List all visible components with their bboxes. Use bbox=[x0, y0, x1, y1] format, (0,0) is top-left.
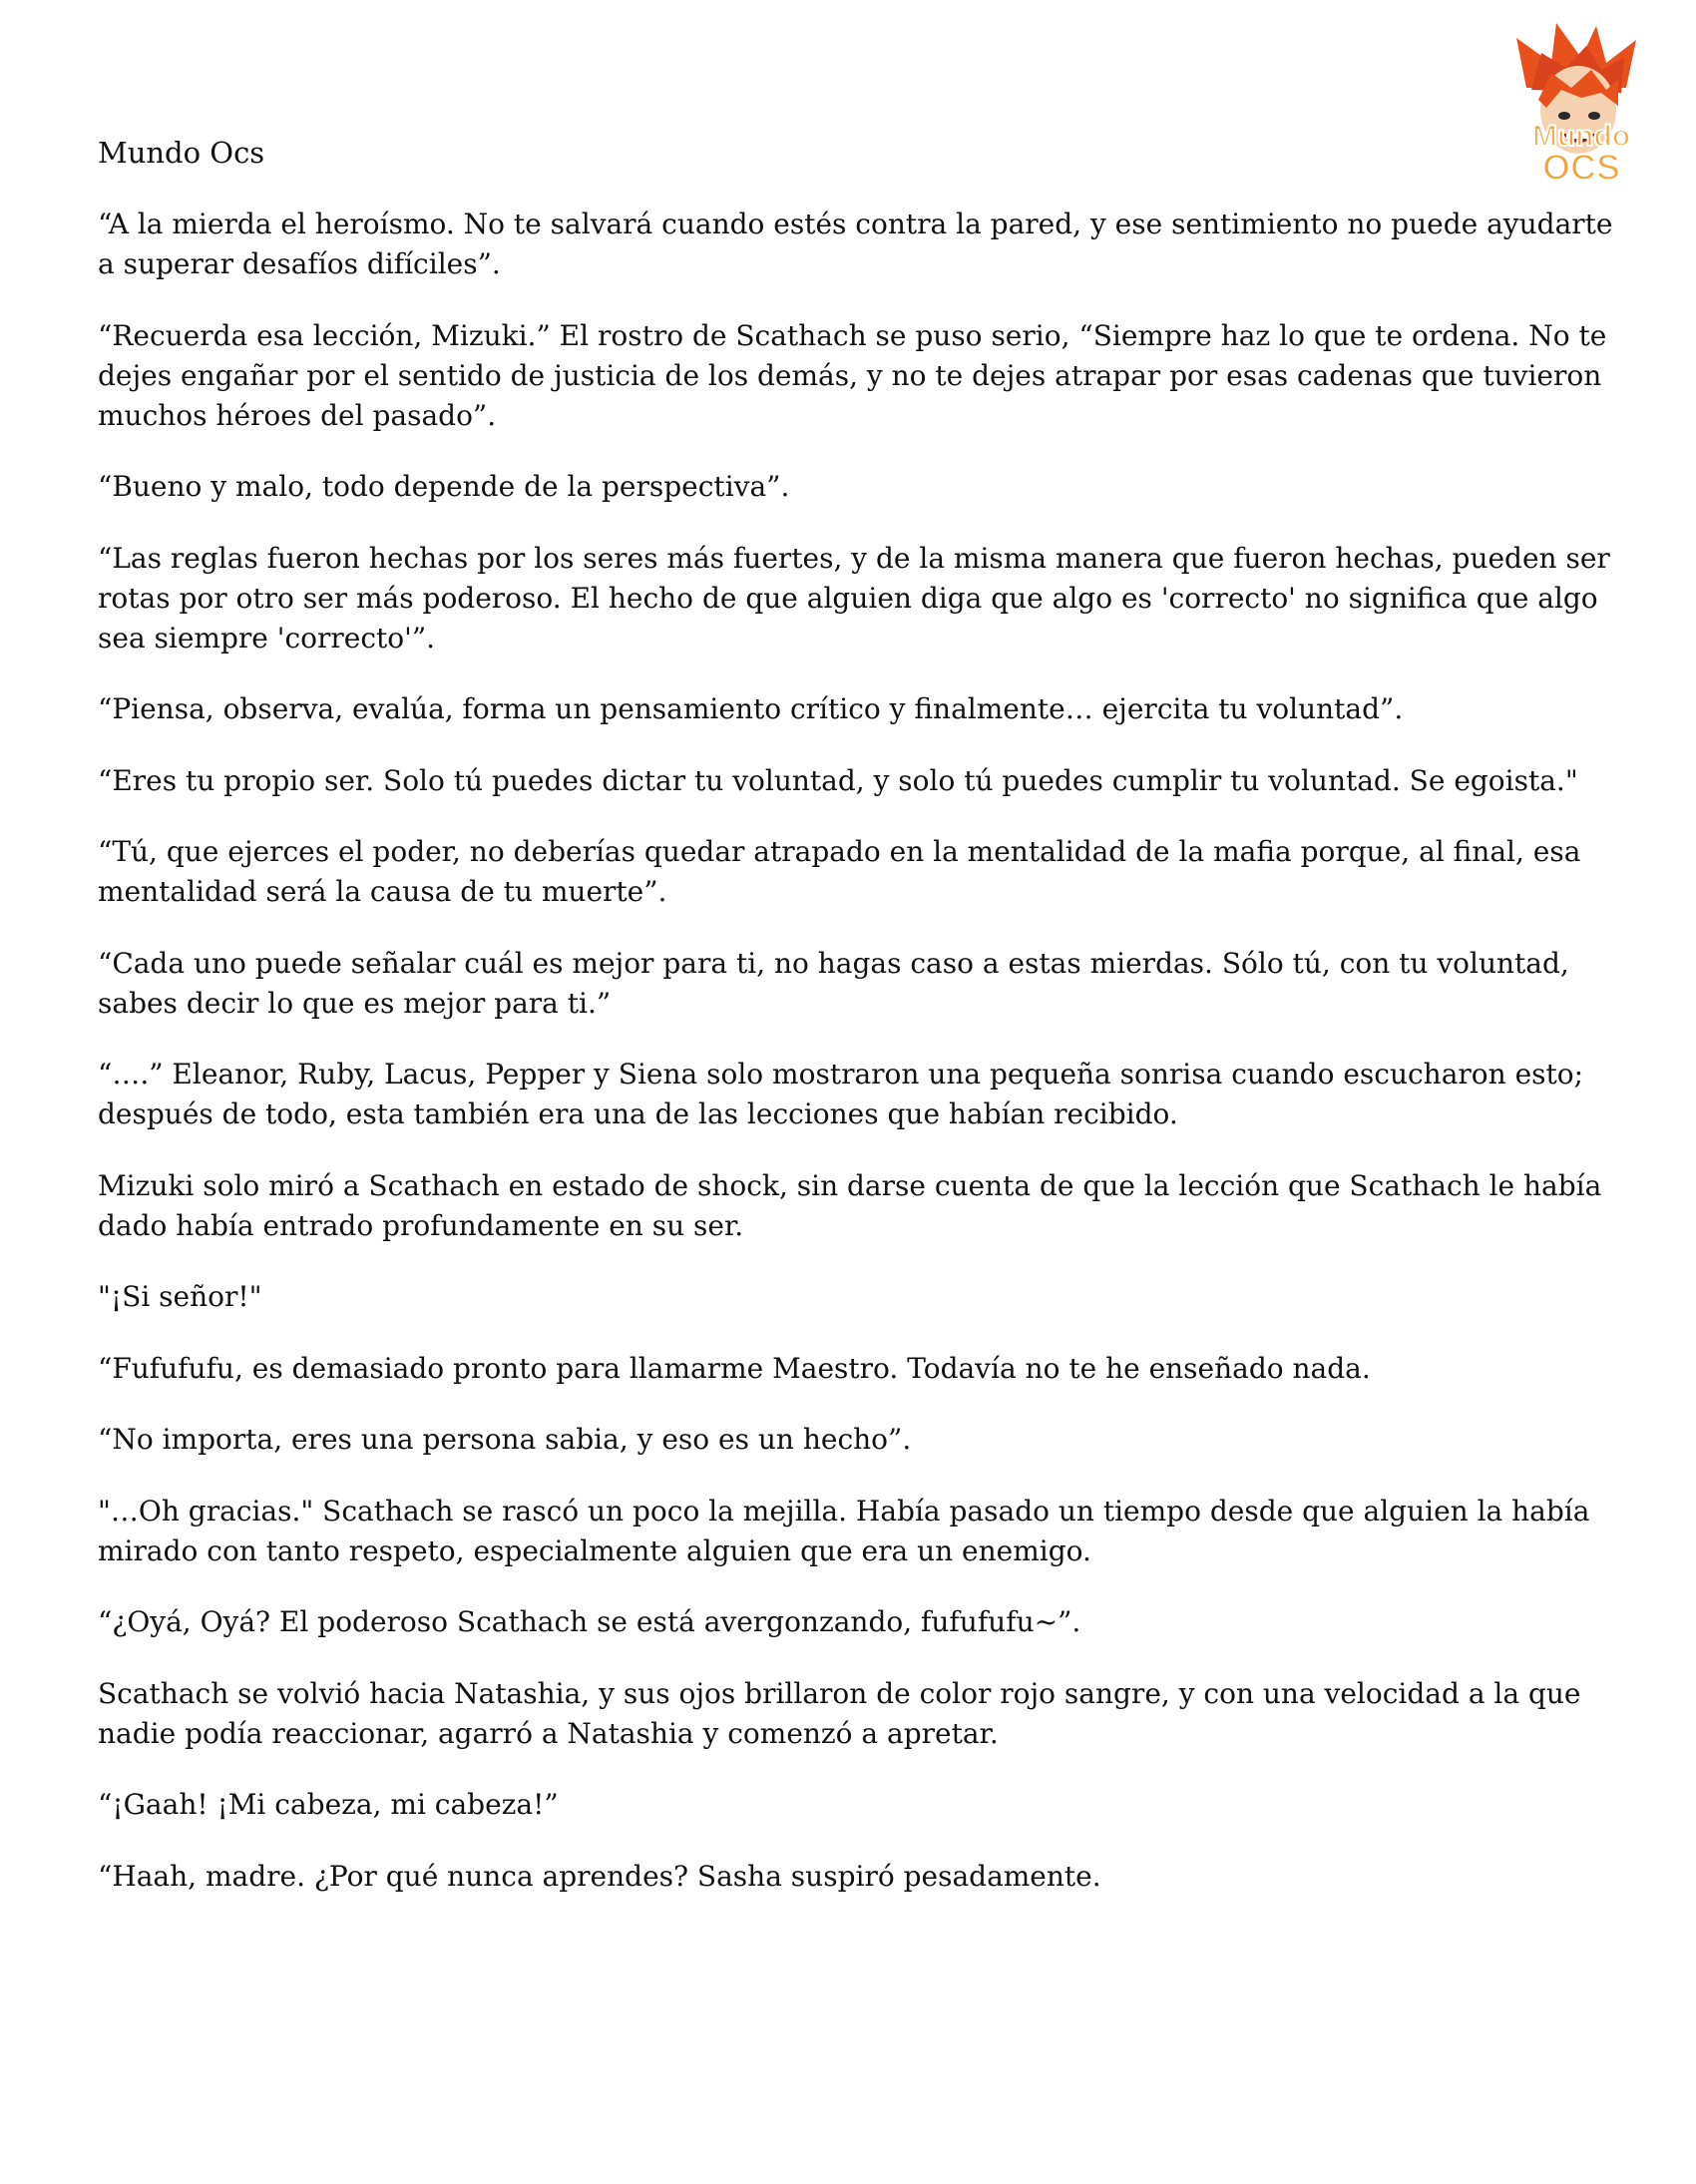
paragraph: “….” Eleanor, Ruby, Lacus, Pepper y Siena solo mostraron una pequeña sonrisa cuando escucharon esto; después de todo, esta también era una de las lecciones que habían recibido. bbox=[98, 1058, 1584, 1130]
paragraph: Scathach se volvió hacia Natashia, y sus ojos brillaron de color rojo sangre, y con una velocidad a la que nadie podía reaccionar, agarró a Natashia y comenzó a apretar. bbox=[98, 1676, 1581, 1750]
paragraph: Mizuki solo miró a Scathach en estado de shock, sin darse cuenta de que la lección que Scathach le había dado había entrado profundamente en su ser. bbox=[98, 1168, 1602, 1242]
paragraph: "¡Si señor!" bbox=[98, 1280, 262, 1313]
paragraph: “¡Gaah! ¡Mi cabeza, mi cabeza!” bbox=[98, 1788, 559, 1821]
paragraph: “Tú, que ejerces el poder, no deberías quedar atrapado en la mentalidad de la mafia porque, al final, esa mentalidad será la causa de tu muerte”. bbox=[98, 835, 1581, 908]
paragraph: “Bueno y malo, todo depende de la perspectiva”. bbox=[98, 470, 790, 503]
document-header-title: Mundo Ocs bbox=[98, 136, 265, 170]
paragraph: “Fufufufu, es demasiado pronto para llamarme Maestro. Todavía no te he enseñado nada. bbox=[98, 1351, 1371, 1385]
mundo-ocs-logo bbox=[1496, 18, 1666, 188]
paragraph: “Las reglas fueron hechas por los seres más fuertes, y de la misma manera que fueron hechas, pueden ser rotas por otro ser más poderoso. El hecho de que alguien diga que algo es 'correcto' no significa que algo sea siempre 'correcto'”. bbox=[98, 541, 1610, 655]
paragraph: “Haah, madre. ¿Por qué nunca aprendes? Sasha suspiró pesadamente. bbox=[98, 1859, 1101, 1893]
paragraph: “Recuerda esa lección, Mizuki.” El rostro de Scathach se puso serio, “Siempre haz lo que te ordena. No te dejes engañar por el sentido de justicia de los demás, y no te dejes atrapar por esas cadenas que tuvieron muchos héroes del pasado”. bbox=[98, 318, 1607, 432]
logo-text-top: Mundo bbox=[1531, 120, 1631, 153]
paragraph: "…Oh gracias." Scathach se rascó un poco la mejilla. Había pasado un tiempo desde que alguien la había mirado con tanto respeto, especialmente alguien que era un enemigo. bbox=[98, 1494, 1590, 1567]
paragraph: “A la mierda el heroísmo. No te salvará cuando estés contra la pared, y ese sentimiento no puede ayudarte a superar desafíos difíciles”. bbox=[98, 208, 1613, 280]
paragraph: “Cada uno puede señalar cuál es mejor para ti, no hagas caso a estas mierdas. Sólo tú, con tu voluntad, sabes decir lo que es mejor para ti.” bbox=[98, 946, 1569, 1020]
logo-text-bottom: OCS bbox=[1541, 147, 1621, 188]
paragraph: “Eres tu propio ser. Solo tú puedes dictar tu voluntad, y solo tú puedes cumplir tu voluntad. Se egoista." bbox=[98, 763, 1578, 797]
paragraph: “¿Oyá, Oyá? El poderoso Scathach se está avergonzando, fufufufu~”. bbox=[98, 1605, 1081, 1638]
paragraph: “Piensa, observa, evalúa, forma un pensamiento crítico y finalmente… ejercita tu voluntad”. bbox=[98, 692, 1404, 725]
paragraph: “No importa, eres una persona sabia, y eso es un hecho”. bbox=[98, 1423, 912, 1456]
document-body bbox=[98, 205, 1634, 1928]
